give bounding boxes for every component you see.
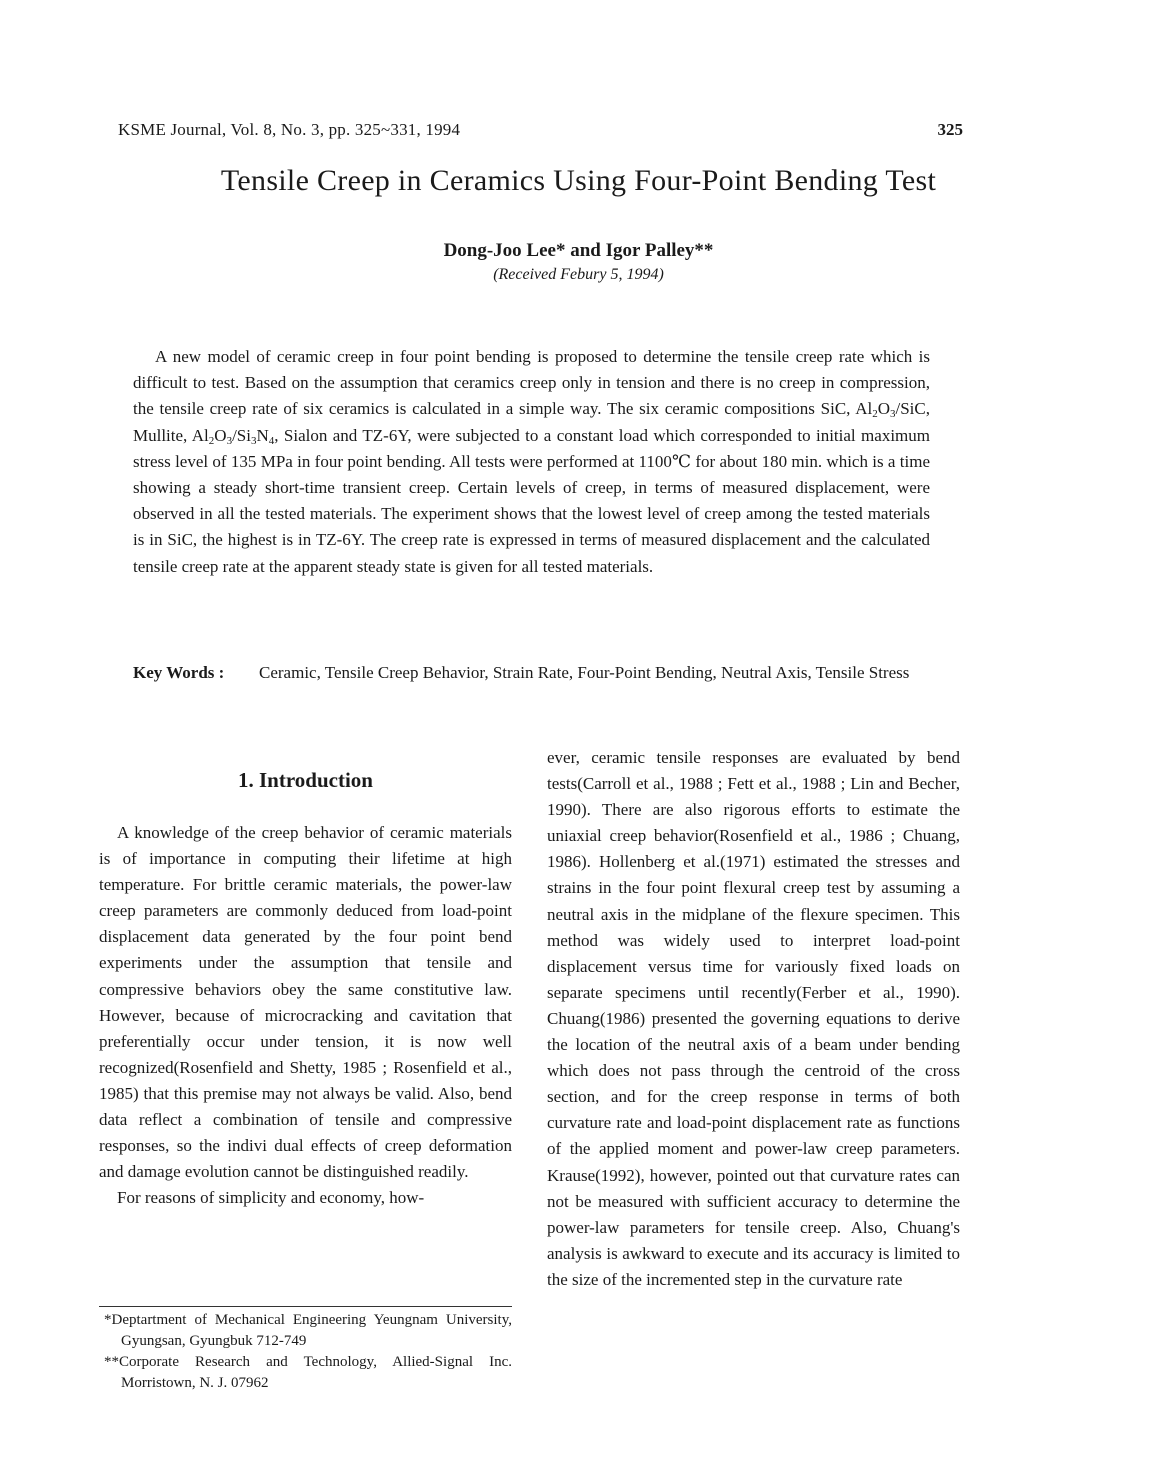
subscript: 2 xyxy=(872,408,878,421)
footnote: **Corporate Research and Technology, Allied-Signal Inc. Morristown, N. J. 07962 xyxy=(104,1354,512,1391)
paper-title: Tensile Creep in Ceramics Using Four-Point Bending Test xyxy=(220,164,937,197)
subscript: 3 xyxy=(890,408,896,421)
left-column xyxy=(99,820,512,1211)
abstract-text: O xyxy=(214,425,227,445)
abstract-text: O xyxy=(877,399,890,419)
page-number: 325 xyxy=(937,120,963,139)
subscript: 3 xyxy=(250,434,257,447)
subscript: 2 xyxy=(208,434,215,447)
received-date: (Received Febury 5, 1994) xyxy=(493,266,664,283)
body-paragraph: For reasons of simplicity and economy, how- xyxy=(117,1188,425,1208)
abstract-text: , Sialon and TZ-6Y, were subjected to a constant load which corresponded to initial maximum stress level of 135 MPa in four point bending. All tests were performed at 1100℃ for about 180 min. which is a time showing a steady short-time transient creep. Certain levels of creep, in terms of measured displacement, were observed in all the tested materials. The experiment shows that the lowest level of creep among the tested materials is in SiC, the highest is in TZ-6Y. The creep rate is expressed in terms of measured displacement and the calculated tensile creep rate at the apparent steady state is given for all tested materials. xyxy=(133,425,930,576)
journal-reference: KSME Journal, Vol. 8, No. 3, pp. 325~331, 1994 xyxy=(118,120,461,139)
footnotes xyxy=(99,1310,512,1394)
right-column xyxy=(547,745,960,1293)
keywords-text: Ceramic, Tensile Creep Behavior, Strain Rate, Four-Point Bending, Neutral Axis, Tensile Stress xyxy=(259,663,910,682)
footnote: *Deptartment of Mechanical Engineering Yeungnam University, Gyungsan, Gyungbuk 712-749 xyxy=(104,1312,512,1349)
abstract-text: N xyxy=(256,425,269,445)
abstract-text: /Si xyxy=(232,425,251,445)
footnote-divider xyxy=(99,1306,512,1307)
abstract-paragraph xyxy=(133,344,930,580)
abstract-text: A new model of ceramic creep in four point bending is proposed to determine the tensile creep rate which is difficult to test. Based on the assumption that ceramics creep only in tension and there is no creep in compression, the tensile creep rate of six ceramics is calculated in a simple way. The six ceramic compositions SiC, Al xyxy=(133,347,930,419)
body-paragraph: A knowledge of the creep behavior of ceramic materials is of importance in computing their lifetime at high temperature. For brittle ceramic materials, the power-law creep parameters are commonly deduced from load-point displacement data generated by the four point bend experiments under the assumption that tensile and compressive behaviors obey the same constitutive law. However, because of microcracking and cavitation that preferentially occur under tension, it is now well recognized(Rosenfield and Shetty, 1985 ; Rosenfield et al., 1985) that this premise may not always be valid. Also, bend data reflect a combination of tensile and compressive responses, so the indivi dual effects of creep deformation and damage evolution cannot be distinguished readily. xyxy=(99,823,512,1182)
body-paragraph: ever, ceramic tensile responses are evaluated by bend tests(Carroll et al., 1988 ; Fett et al., 1988 ; Lin and Becher, 1990). There are also rigorous efforts to estimate the uniaxial creep behavior(Rosenfield et al., 1986 ; Chuang, 1986). Hollenberg et al.(1971) estimated the stresses and strains in the four point flexural creep test by assuming a neutral axis in the midplane of the flexure specimen. This method was widely used to interpret load-point displacement versus time for variously fixed loads on separate specimens until recently(Ferber et al., 1990). Chuang(1986) presented the governing equations to derive the location of the neutral axis of a beam under bending which does not pass through the centroid of the cross section, and for the creep response in terms of both curvature rate and load-point displacement rate as functions of the applied moment and power-law creep parameters. Krause(1992), however, pointed out that curvature rates can not be measured with sufficient accuracy to determine the power-law parameters for tensile creep. Also, Chuang's analysis is awkward to execute and its accuracy is limited to the size of the incremented step in the curvature rate xyxy=(547,748,960,1289)
abstract-text: /SiC, Mullite, Al xyxy=(133,399,930,445)
subscript: 3 xyxy=(226,434,233,447)
keywords-label: Key Words : xyxy=(133,663,225,682)
section-heading: 1. Introduction xyxy=(238,768,373,792)
subscript: 4 xyxy=(268,434,275,447)
abstract xyxy=(133,344,930,580)
author-list: Dong-Joo Lee* and Igor Palley** xyxy=(443,240,714,261)
running-header xyxy=(118,120,963,144)
